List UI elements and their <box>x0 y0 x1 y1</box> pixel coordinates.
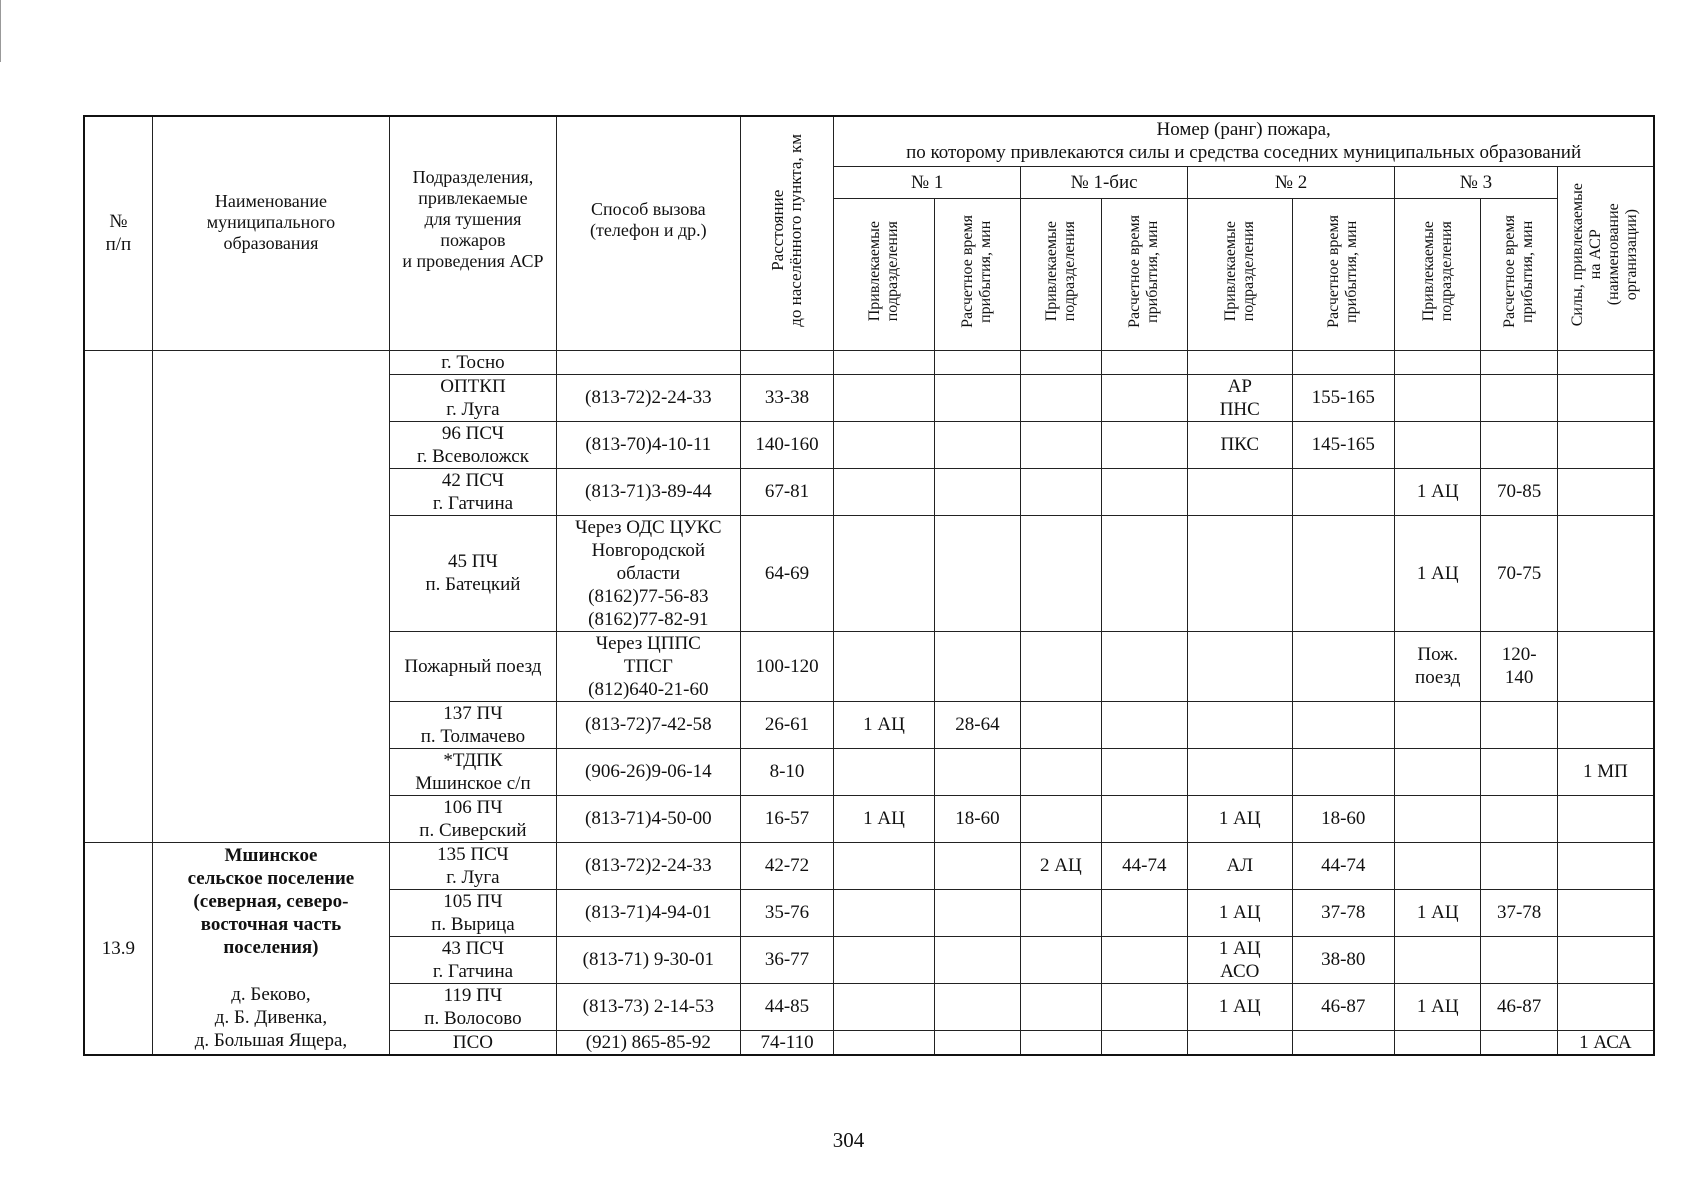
r1bt-cell <box>1101 795 1187 842</box>
call-cell <box>556 350 740 374</box>
r3u-cell <box>1395 748 1481 795</box>
asr-cell <box>1557 374 1654 421</box>
r2t-cell <box>1292 350 1395 374</box>
r3u-cell-text: Пож. поезд <box>1415 644 1461 688</box>
asr-cell <box>1557 795 1654 842</box>
dist-cell <box>740 983 833 1030</box>
unit-cell-text: ПСО <box>452 1031 493 1053</box>
asr-cell <box>1557 468 1654 515</box>
asr-cell <box>1557 1030 1654 1055</box>
unit-cell <box>390 842 557 889</box>
dist-cell <box>740 631 833 701</box>
table-row <box>84 842 1654 889</box>
dist-cell-text: 44-85 <box>764 996 810 1017</box>
r2t-cell <box>1292 1030 1395 1055</box>
call-cell-text: (813-72)2-24-33 <box>585 855 712 876</box>
r1bu-cell <box>1021 468 1101 515</box>
r2t-cell-text: 155-165 <box>1311 387 1375 408</box>
r1t-cell <box>934 701 1020 748</box>
r3t-cell <box>1481 795 1557 842</box>
r1bu-cell <box>1021 515 1101 631</box>
dist-cell-text: 140-160 <box>755 434 819 455</box>
r3u-cell <box>1395 350 1481 374</box>
r1t-cell <box>934 374 1020 421</box>
r1u-cell <box>834 795 935 842</box>
dist-cell <box>740 350 833 374</box>
section-settlements: д. Беково, д. Б. Дивенка, д. Большая Ящера, <box>194 984 348 1051</box>
r3u-cell <box>1395 631 1481 701</box>
dist-cell-text: 42-72 <box>764 855 810 876</box>
dist-cell-text: 33-38 <box>764 387 810 408</box>
dist-cell-text: 26-61 <box>764 714 810 735</box>
r3t-cell-text: 37-78 <box>1496 902 1542 923</box>
dist-cell-text: 8-10 <box>769 761 805 782</box>
r2u-cell <box>1188 701 1293 748</box>
table-row <box>84 350 1654 374</box>
r1t-cell <box>934 842 1020 889</box>
r1bt-cell <box>1101 374 1187 421</box>
r3u-cell <box>1395 468 1481 515</box>
r1bu-cell <box>1021 421 1101 468</box>
r2u-cell <box>1188 842 1293 889</box>
r1bt-cell <box>1101 515 1187 631</box>
r2t-cell <box>1292 748 1395 795</box>
section-num-text: 13.9 <box>101 937 136 959</box>
r3u-cell <box>1395 936 1481 983</box>
r1u-cell-text: 1 АЦ <box>863 808 905 829</box>
r2t-cell <box>1292 631 1395 701</box>
r1t-cell-text: 28-64 <box>955 714 1000 735</box>
asr-cell <box>1557 983 1654 1030</box>
unit-cell-text: 96 ПСЧ г. Всеволожск <box>416 422 529 467</box>
r1bu-cell <box>1021 350 1101 374</box>
unit-cell <box>390 983 557 1030</box>
call-cell <box>556 1030 740 1055</box>
section-num <box>84 842 152 1055</box>
unit-cell <box>390 421 557 468</box>
r1u-cell <box>834 748 935 795</box>
call-cell <box>556 889 740 936</box>
r1bu-cell <box>1021 748 1101 795</box>
unit-cell-text: 119 ПЧ п. Волосово <box>424 984 522 1029</box>
table-body <box>84 350 1654 1055</box>
r1u-cell <box>834 701 935 748</box>
call-cell-text: (813-72)7-42-58 <box>585 714 712 735</box>
r2t-cell <box>1292 515 1395 631</box>
r2t-cell-text: 46-87 <box>1321 996 1366 1017</box>
header-rank1bis-time: Расчетное время прибытия, мин <box>1101 198 1187 350</box>
r3u-cell <box>1395 421 1481 468</box>
call-cell-text: (921) 865-85-92 <box>585 1031 711 1053</box>
dist-cell <box>740 748 833 795</box>
dist-cell-text: 100-120 <box>755 655 819 677</box>
dist-cell <box>740 421 833 468</box>
r2u-cell-text: ПКС <box>1220 434 1260 455</box>
r2u-cell <box>1188 374 1293 421</box>
r2t-cell-text: 38-80 <box>1321 949 1366 970</box>
r2u-cell-text: 1 АЦ АСО <box>1218 937 1261 982</box>
r1t-cell <box>934 631 1020 701</box>
r1t-cell <box>934 515 1020 631</box>
call-cell-text: (813-71)4-94-01 <box>585 902 712 923</box>
dist-cell <box>740 842 833 889</box>
header-units: Подразделения, привлекаемые для тушения пожаров и проведения АСР <box>390 116 557 350</box>
asr-cell <box>1557 936 1654 983</box>
dist-cell-text: 67-81 <box>764 481 810 502</box>
r1bt-cell <box>1101 701 1187 748</box>
r2t-cell-text: 145-165 <box>1311 434 1375 455</box>
r2u-cell-text: 1 АЦ <box>1218 808 1261 829</box>
call-cell <box>556 515 740 631</box>
call-cell-text: (813-71)4-50-00 <box>585 808 712 829</box>
r3t-cell <box>1481 889 1557 936</box>
r3t-cell <box>1481 701 1557 748</box>
r2t-cell <box>1292 936 1395 983</box>
asr-cell <box>1557 515 1654 631</box>
r3u-cell <box>1395 515 1481 631</box>
r2t-cell-text: 37-78 <box>1321 902 1366 923</box>
r2u-cell <box>1188 515 1293 631</box>
r1t-cell <box>934 1030 1020 1055</box>
r1t-cell <box>934 421 1020 468</box>
r3t-cell-text: 70-85 <box>1496 481 1542 502</box>
r2t-cell <box>1292 468 1395 515</box>
unit-cell <box>390 936 557 983</box>
r1bt-cell <box>1101 421 1187 468</box>
call-cell-text: (813-70)4-10-11 <box>585 434 712 455</box>
call-cell <box>556 631 740 701</box>
page-number: 304 <box>832 1128 865 1152</box>
dist-cell <box>740 889 833 936</box>
r3u-cell <box>1395 842 1481 889</box>
call-cell <box>556 795 740 842</box>
call-cell <box>556 983 740 1030</box>
unit-cell-text: 106 ПЧ п. Сиверский <box>419 796 527 841</box>
r2t-cell <box>1292 889 1395 936</box>
r1t-cell <box>934 350 1020 374</box>
header-rank3-time: Расчетное время прибытия, мин <box>1481 198 1557 350</box>
unit-cell <box>390 748 557 795</box>
r1bt-cell-text: 44-74 <box>1122 855 1167 876</box>
dist-cell <box>740 936 833 983</box>
unit-cell-text: 135 ПСЧ г. Луга <box>437 843 509 888</box>
r2u-cell <box>1188 631 1293 701</box>
r1bt-cell <box>1101 983 1187 1030</box>
r3u-cell <box>1395 983 1481 1030</box>
r1t-cell <box>934 983 1020 1030</box>
dist-cell <box>740 515 833 631</box>
r3t-cell <box>1481 748 1557 795</box>
unit-cell <box>390 701 557 748</box>
call-cell <box>556 421 740 468</box>
section-muni-name <box>152 842 389 1055</box>
dist-cell <box>740 795 833 842</box>
r3t-cell <box>1481 374 1557 421</box>
r3u-cell <box>1395 1030 1481 1055</box>
call-cell <box>556 842 740 889</box>
header-rank2-units: Привлекаемые подразделения <box>1188 198 1293 350</box>
fire-resources-table-sheet <box>83 115 1655 1056</box>
r1u-cell <box>834 936 935 983</box>
header-rank2-time: Расчетное время прибытия, мин <box>1292 198 1395 350</box>
r2u-cell <box>1188 748 1293 795</box>
r2t-cell <box>1292 795 1395 842</box>
r2t-cell-text: 44-74 <box>1321 855 1366 876</box>
call-cell <box>556 468 740 515</box>
r1t-cell <box>934 795 1020 842</box>
header-rank-1bis: № 1-бис <box>1021 166 1188 198</box>
r1u-cell <box>834 889 935 936</box>
r1u-cell <box>834 468 935 515</box>
r1bu-cell <box>1021 631 1101 701</box>
dist-cell <box>740 374 833 421</box>
dist-cell <box>740 468 833 515</box>
r2u-cell <box>1188 936 1293 983</box>
r2u-cell <box>1188 421 1293 468</box>
r1u-cell <box>834 1030 935 1055</box>
unit-cell-text: ОПТКП г. Луга <box>440 375 506 420</box>
asr-cell <box>1557 631 1654 701</box>
call-cell <box>556 374 740 421</box>
r3t-cell-text: 70-75 <box>1496 562 1542 584</box>
r1t-cell <box>934 889 1020 936</box>
header-rank1bis-units: Привлекаемые подразделения <box>1021 198 1101 350</box>
header-num: № п/п <box>84 116 152 350</box>
unit-cell-text: Пожарный поезд <box>404 655 542 677</box>
unit-cell-text: г. Тосно <box>441 351 505 373</box>
r3u-cell <box>1395 889 1481 936</box>
r1bt-cell <box>1101 748 1187 795</box>
r1bt-cell <box>1101 631 1187 701</box>
r1bt-cell <box>1101 889 1187 936</box>
unit-cell-text: 45 ПЧ п. Батецкий <box>425 551 521 595</box>
r2u-cell <box>1188 795 1293 842</box>
r3u-cell <box>1395 374 1481 421</box>
r3t-cell <box>1481 515 1557 631</box>
unit-cell <box>390 515 557 631</box>
unit-cell-text: 43 ПСЧ г. Гатчина <box>432 937 514 982</box>
asr-cell <box>1557 350 1654 374</box>
r3t-cell <box>1481 842 1557 889</box>
fire-resources-table <box>83 115 1655 1056</box>
call-cell-text: (813-71) 9-30-01 <box>582 949 715 970</box>
r2u-cell-text: АЛ <box>1226 855 1254 876</box>
header-rank-1: № 1 <box>834 166 1021 198</box>
r3u-cell-text: 1 АЦ <box>1416 902 1459 923</box>
r2t-cell <box>1292 983 1395 1030</box>
call-cell-text: (813-71)3-89-44 <box>585 481 712 502</box>
dist-cell-text: 36-77 <box>764 949 810 970</box>
unit-cell-text: 137 ПЧ п. Толмачево <box>420 702 526 747</box>
r1u-cell <box>834 515 935 631</box>
r1u-cell <box>834 842 935 889</box>
asr-cell <box>1557 421 1654 468</box>
r1bu-cell <box>1021 795 1101 842</box>
r1t-cell <box>934 468 1020 515</box>
r1bu-cell <box>1021 889 1101 936</box>
call-cell <box>556 701 740 748</box>
asr-cell-text: 1 МП <box>1582 761 1628 782</box>
r2t-cell <box>1292 421 1395 468</box>
asr-cell-text: 1 АСА <box>1579 1031 1632 1053</box>
r3t-cell <box>1481 936 1557 983</box>
r2t-cell <box>1292 374 1395 421</box>
unit-cell <box>390 1030 557 1055</box>
r3u-cell-text: 1 АЦ <box>1416 562 1459 584</box>
r1u-cell <box>834 983 935 1030</box>
unit-cell-text: 42 ПСЧ г. Гатчина <box>432 469 514 514</box>
header-rank-3: № 3 <box>1395 166 1558 198</box>
r1bt-cell <box>1101 1030 1187 1055</box>
header-call-method: Способ вызова (телефон и др.) <box>556 116 740 350</box>
r1bt-cell <box>1101 350 1187 374</box>
r2u-cell <box>1188 983 1293 1030</box>
call-cell-text: (813-72)2-24-33 <box>585 387 712 408</box>
call-cell-text: (906-26)9-06-14 <box>585 761 712 782</box>
r1bt-cell <box>1101 842 1187 889</box>
header-rank1-units: Привлекаемые подразделения <box>834 198 935 350</box>
r2u-cell <box>1188 468 1293 515</box>
r3t-cell <box>1481 350 1557 374</box>
r3t-cell <box>1481 421 1557 468</box>
r3u-cell-text: 1 АЦ <box>1416 481 1459 502</box>
section-muni-title: Мшинское сельское поселение (северная, северо- восточная часть поселения) <box>187 845 355 958</box>
unit-cell <box>390 350 557 374</box>
r3u-cell <box>1395 701 1481 748</box>
dist-cell <box>740 701 833 748</box>
r2t-cell <box>1292 842 1395 889</box>
call-cell-text: Через ЦППС ТПСГ (812)640-21-60 <box>588 632 709 700</box>
header-fire-rank-title: Номер (ранг) пожара, по которому привлекаются силы и средства соседних муниципальных образований <box>834 116 1654 166</box>
r3t-cell <box>1481 983 1557 1030</box>
call-cell-text: (813-73) 2-14-53 <box>582 996 715 1017</box>
r1u-cell <box>834 374 935 421</box>
r3t-cell-text: 120- 140 <box>1501 644 1537 688</box>
r2u-cell <box>1188 889 1293 936</box>
r2u-cell <box>1188 1030 1293 1055</box>
dist-cell-text: 16-57 <box>764 808 810 829</box>
r2t-cell-text: 18-60 <box>1321 808 1366 829</box>
asr-cell <box>1557 889 1654 936</box>
r1bu-cell <box>1021 936 1101 983</box>
r1u-cell <box>834 631 935 701</box>
r3t-cell <box>1481 1030 1557 1055</box>
r1bu-cell <box>1021 983 1101 1030</box>
r1t-cell-text: 18-60 <box>955 808 1000 829</box>
unit-cell-text: 105 ПЧ п. Вырица <box>431 890 515 935</box>
r1t-cell <box>934 936 1020 983</box>
header-muni-name: Наименование муниципального образования <box>152 116 389 350</box>
r1bu-cell <box>1021 374 1101 421</box>
unit-cell <box>390 631 557 701</box>
call-cell-text: Через ОДС ЦУКС Новгородской области (8162)77-56-83 (8162)77-82-91 <box>575 516 722 630</box>
r3t-cell <box>1481 631 1557 701</box>
header-rank3-units: Привлекаемые подразделения <box>1395 198 1481 350</box>
r1t-cell <box>934 748 1020 795</box>
header-rank-2: № 2 <box>1188 166 1395 198</box>
r1bt-cell <box>1101 936 1187 983</box>
row-num-empty <box>84 350 152 842</box>
r2u-cell-text: АР ПНС <box>1219 375 1260 420</box>
dist-cell <box>740 1030 833 1055</box>
header-asr-forces: Силы, привлекаемые на АСР (наименование организации) <box>1557 166 1654 350</box>
dist-cell-text: 74-110 <box>760 1031 814 1053</box>
r2u-cell <box>1188 350 1293 374</box>
r1bu-cell <box>1021 1030 1101 1055</box>
r1u-cell-text: 1 АЦ <box>863 714 905 735</box>
asr-cell <box>1557 701 1654 748</box>
dist-cell-text: 64-69 <box>764 562 810 584</box>
r2u-cell-text: 1 АЦ <box>1218 902 1261 923</box>
r2u-cell-text: 1 АЦ <box>1218 996 1261 1017</box>
r3u-cell <box>1395 795 1481 842</box>
r1bu-cell <box>1021 701 1101 748</box>
header-rank1-time: Расчетное время прибытия, мин <box>934 198 1020 350</box>
unit-cell <box>390 795 557 842</box>
scan-edge-mark <box>0 0 3 62</box>
unit-cell <box>390 374 557 421</box>
r2t-cell <box>1292 701 1395 748</box>
dist-cell-text: 35-76 <box>764 902 810 923</box>
r1u-cell <box>834 350 935 374</box>
table-header <box>84 116 1654 350</box>
asr-cell <box>1557 748 1654 795</box>
muni-name-empty <box>152 350 389 842</box>
r1bu-cell-text: 2 АЦ <box>1040 855 1082 876</box>
r1bt-cell <box>1101 468 1187 515</box>
unit-cell-text: *ТДПК Мшинское с/п <box>415 749 531 794</box>
r3u-cell-text: 1 АЦ <box>1416 996 1459 1017</box>
unit-cell <box>390 468 557 515</box>
r3t-cell-text: 46-87 <box>1496 996 1542 1017</box>
asr-cell <box>1557 842 1654 889</box>
r3t-cell <box>1481 468 1557 515</box>
unit-cell <box>390 889 557 936</box>
r1bu-cell <box>1021 842 1101 889</box>
call-cell <box>556 748 740 795</box>
r1u-cell <box>834 421 935 468</box>
call-cell <box>556 936 740 983</box>
header-distance: Расстояние до населённого пункта, км <box>740 116 833 350</box>
